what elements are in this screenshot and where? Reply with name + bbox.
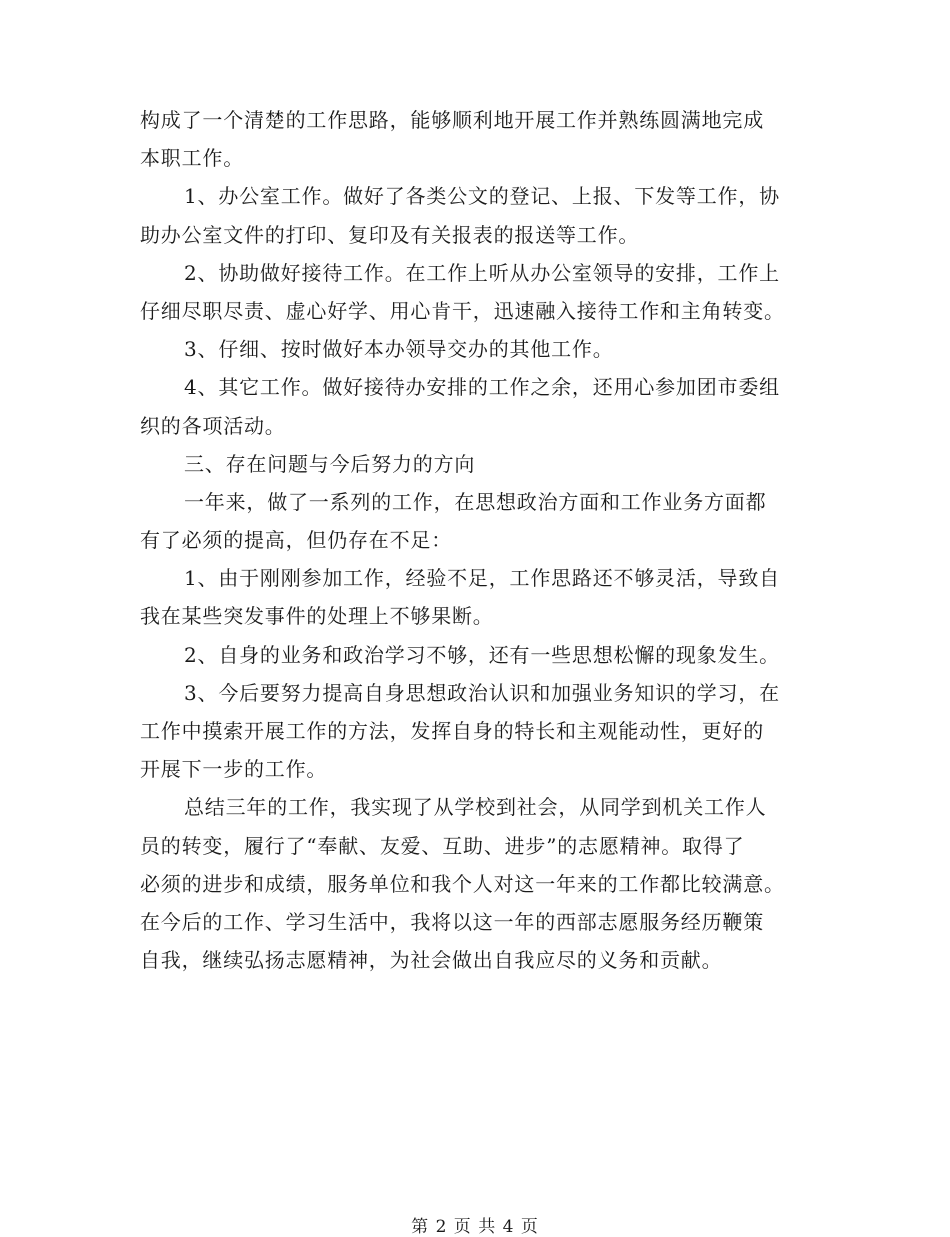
text-line: 开展下一步的工作。 <box>140 757 328 782</box>
text-line: 必须的进步和成绩，服务单位和我个人对这一年来的工作都比较满意。 <box>140 871 785 896</box>
text-line: 我在某些突发事件的处理上不够果断。 <box>140 604 494 629</box>
text-line: 3、今后要努力提高自身思想政治认识和加强业务知识的学习，在 <box>184 680 780 705</box>
text-line: 工作中摸索开展工作的方法，发挥自身的特长和主观能动性，更好的 <box>140 719 764 743</box>
text-line: 本职工作。 <box>140 146 244 171</box>
page-number: 第 2 页 共 4 页 <box>411 1217 539 1237</box>
text-line: 自我，继续弘扬志愿精神，为社会做出自我应尽的义务和贡献。 <box>140 948 723 973</box>
text-line: 总结三年的工作，我实现了从学校到社会，从同学到机关工作人 <box>184 795 767 820</box>
text-line: 员的转变，履行了“奉献、友爱、互助、进步”的志愿精神。取得了 <box>140 833 745 858</box>
text-line: 1、由于刚刚参加工作，经验不足，工作思路还不够灵活，导致自 <box>184 566 780 591</box>
text-line: 2、自身的业务和政治学习不够，还有一些思想松懈的现象发生。 <box>184 642 780 667</box>
text-line: 织的各项活动。 <box>140 413 286 438</box>
document-body <box>140 101 812 979</box>
text-line: 构成了一个清楚的工作思路，能够顺利地开展工作并熟练圆满地完成 <box>140 108 764 132</box>
text-line: 2、协助做好接待工作。在工作上听从办公室领导的安排，工作上 <box>184 260 780 285</box>
text-line: 一年来，做了一系列的工作，在思想政治方面和工作业务方面都 <box>184 489 767 514</box>
text-line: 有了必须的提高，但仍存在不足： <box>140 528 452 553</box>
text-line: 仔细尽职尽责、虚心好学、用心肯干，迅速融入接待工作和主角转变。 <box>140 298 785 323</box>
text-line: 助办公室文件的打印、复印及有关报表的报送等工作。 <box>140 222 640 247</box>
text-line: 1、办公室工作。做好了各类公文的登记、上报、下发等工作，协 <box>184 184 780 209</box>
text-line: 3、仔细、按时做好本办领导交办的其他工作。 <box>184 337 614 362</box>
text-line: 4、其它工作。做好接待办安排的工作之余，还用心参加团市委组 <box>184 375 780 400</box>
section-heading: 三、存在问题与今后努力的方向 <box>184 451 476 476</box>
text-line: 在今后的工作、学习生活中，我将以这一年的西部志愿服务经历鞭策 <box>140 909 764 934</box>
